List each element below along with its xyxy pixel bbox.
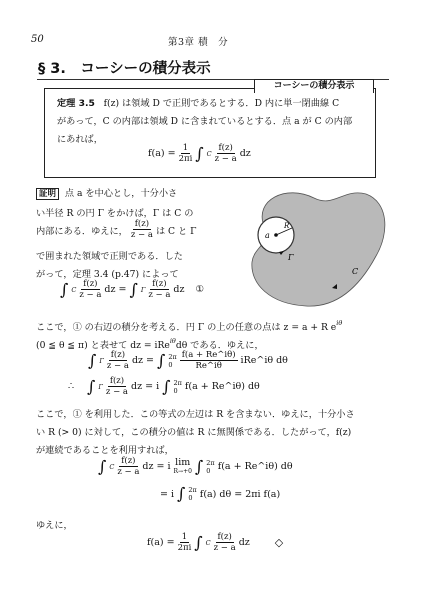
proof-line-3 [36, 219, 197, 240]
limit-operator [174, 458, 192, 476]
superscript: iθ [336, 319, 343, 327]
eq1-mid: dz = [104, 284, 127, 295]
proof-line-7 [36, 337, 264, 351]
upper-limit: 2π [188, 486, 197, 494]
proof-line-6 [36, 319, 342, 333]
frac-num: f(z) [217, 532, 232, 542]
fraction-denominator: z − a [214, 154, 237, 164]
eq4-mid: dz = i [142, 461, 171, 472]
frac-num: f(z) [152, 279, 167, 289]
eq4-fraction [117, 456, 139, 477]
equation-3 [68, 376, 260, 397]
eq5-pre: = i [160, 488, 175, 500]
formula-coefficient [179, 143, 193, 164]
frac-den: z − a [105, 387, 128, 397]
lim-text: lim [175, 456, 191, 468]
formula-dz: dz [239, 148, 251, 159]
theorem-text-1: f(z) は領域 D で正則であるとする．D 内に単一閉曲線 C [103, 98, 340, 109]
proof-line-9: い R (> 0) に対して，この積分の値は R に無関係である．したがって，f(z) [36, 427, 352, 438]
label-C: C [352, 267, 359, 276]
proof-line-11: ゆえに， [36, 520, 73, 531]
upper-limit: 2π [168, 352, 177, 361]
frac-num: f(z) [110, 350, 126, 360]
coef-denominator: 2πi [178, 154, 193, 164]
integral-sign: ∫ [87, 376, 96, 396]
integral-subscript: Γ [98, 382, 103, 391]
proof-text-1c-post: は C と Γ [155, 225, 197, 237]
eq3-mid: dz = i [130, 381, 160, 392]
integral-sign: ∫ [88, 350, 97, 370]
formula-fraction [215, 143, 237, 164]
theorem-formula [148, 143, 251, 164]
equation-4 [98, 456, 293, 477]
eq2-end: iRe^iθ dθ [240, 355, 288, 366]
proof-text-2b-post: dθ である．ゆえに， [175, 340, 264, 351]
integral-subscript: Γ [140, 285, 146, 294]
lower-limit: 0 [188, 494, 193, 502]
integral-limits [168, 353, 176, 369]
lower-limit: 0 [206, 466, 211, 475]
coef-denominator: 2πi [177, 543, 192, 553]
theorem-line-2: があって，C の内部は領域 D に含まれているとする．点 a が C の内部 [57, 116, 353, 127]
proof-text-2b-pre: (0 ≦ θ ≦ π) と表せて dz = iRe [36, 340, 170, 351]
proof-line-1 [36, 185, 177, 199]
eq3-end: f(a + Re^iθ) dθ [184, 381, 260, 392]
integral-subscript: Γ [99, 356, 104, 365]
integral-limits [188, 486, 196, 502]
frac-den: z − a [106, 361, 129, 371]
page-number: 50 [31, 34, 44, 45]
integral-sign: ∫ [60, 279, 69, 299]
label-Gamma: Γ [288, 253, 294, 262]
lim-subscript: R→+0 [173, 467, 192, 475]
eq1-fraction-right [148, 279, 170, 300]
eq1-dz: dz [173, 284, 185, 295]
proof-text-1c-pre: 内部にある．ゆえに， [36, 225, 128, 237]
integral-subscript: C [206, 149, 212, 158]
qed-diamond-icon: ◇ [274, 536, 284, 549]
frac-num: f(z) [83, 279, 98, 289]
lower-limit: 0 [168, 360, 173, 369]
proof-label: 証明 [36, 188, 59, 200]
proof-line-10: が連続であることを利用すれば， [36, 445, 174, 456]
proof-line-4: で囲まれた領域で正則である．した [36, 251, 183, 262]
fraction-numerator: f(z) [218, 143, 233, 153]
integral-sign: ∫ [194, 532, 203, 552]
equation-6 [147, 532, 283, 553]
integral-subscript: C [205, 538, 211, 547]
proof-text-2a: ここで，① の右辺の積分を考える．円 Γ の上の任意の点は z = a + R e [36, 322, 337, 333]
label-R: R [284, 222, 290, 230]
frac-den: z − a [148, 290, 171, 300]
theorem-line-3: にあれば， [57, 134, 103, 145]
eq3-fraction [106, 376, 128, 397]
proof-line-2: い半径 R の円 Γ をかけば，Γ は C の [36, 208, 194, 219]
frac-num: f(a + Re^iθ) [181, 350, 236, 360]
frac-den: z − a [213, 543, 236, 553]
integral-sign: ∫ [195, 143, 204, 163]
coef-numerator: 1 [181, 532, 188, 542]
section-heading: § 3. コーシーの積分表示 [38, 61, 211, 77]
proof-line-8: ここで，① を利用した．この等式の左辺は R を含まない．ゆえに，十分小さ [36, 409, 355, 420]
integral-limits [173, 379, 181, 395]
upper-limit: 2π [173, 378, 182, 387]
therefore-symbol: ∴ [68, 381, 75, 392]
integral-sign: ∫ [129, 279, 138, 299]
inline-frac-den: z − a [130, 230, 153, 240]
theorem-box-title: コーシーの積分表示 [254, 79, 374, 93]
formula-lhs: f(a) = [148, 148, 176, 159]
eq6-coefficient [178, 532, 192, 553]
superscript: iθ [169, 337, 176, 345]
eq6-lhs: f(a) = [147, 537, 175, 548]
inline-frac-num: f(z) [134, 219, 150, 229]
upper-limit: 2π [206, 458, 215, 467]
frac-num: f(z) [109, 376, 125, 386]
lower-limit: 0 [173, 386, 178, 395]
theorem-line-1 [57, 95, 339, 109]
proof-line-5: がって，定理 3.4 (p.47) によって [36, 269, 179, 280]
eq1-fraction-left [79, 279, 101, 300]
eq2-fraction-left [107, 350, 129, 371]
coef-numerator: 1 [182, 143, 189, 153]
figure-contour-diagram [236, 186, 392, 310]
frac-den: z − a [117, 467, 140, 477]
integral-sign: ∫ [98, 456, 107, 476]
eq6-dz: dz [238, 537, 250, 548]
frac-num: f(z) [121, 456, 136, 466]
eq2-fraction-right [180, 350, 238, 371]
eq2-mid: dz = [131, 355, 155, 366]
frac-den: z − a [79, 290, 102, 300]
equation-5 [160, 486, 280, 502]
equation-1 [60, 279, 204, 300]
eq4-end: f(a + Re^iθ) dθ [217, 461, 293, 472]
frac-den: Re^iθ [195, 361, 222, 371]
proof-inline-fraction [131, 219, 153, 240]
integral-subscript: C [109, 462, 115, 471]
eq1-tag: ① [195, 284, 205, 295]
eq5-end: f(a) dθ = 2πi f(a) [199, 488, 281, 500]
proof-text-1a: 点 a を中心とし，十分小さ [64, 188, 178, 199]
chapter-title: 第3章 積 分 [168, 37, 229, 48]
equation-2 [88, 350, 288, 371]
integral-sign: ∫ [157, 350, 166, 370]
theorem-label: 定理 3.5 [57, 98, 95, 109]
integral-sign: ∫ [177, 484, 186, 503]
integral-subscript: C [71, 285, 77, 294]
integral-sign: ∫ [194, 456, 204, 476]
integral-limits [206, 459, 214, 475]
eq6-fraction [214, 532, 236, 553]
label-a: a [265, 231, 270, 240]
integral-sign: ∫ [162, 376, 171, 396]
